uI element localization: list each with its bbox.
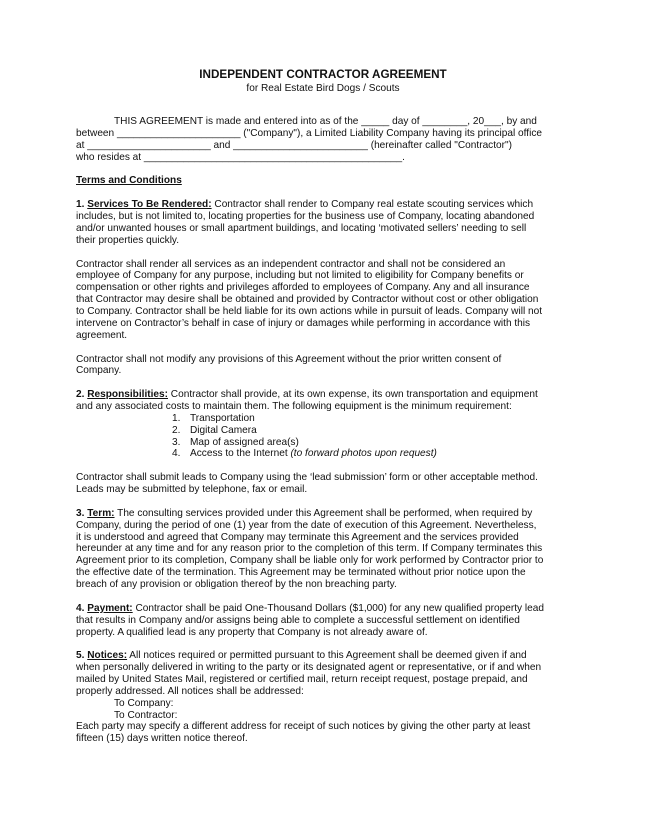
preamble — [76, 116, 570, 163]
section-line: their properties quickly. — [76, 234, 180, 246]
paragraph-line: intervene on Contractor’s behalf in case of injury or damages while performing in accordance with this — [76, 317, 531, 329]
paragraph-independent-contractor — [76, 259, 570, 342]
section-line: and any associated costs to maintain them. The following equipment is the minimum requirement: — [76, 401, 512, 413]
paragraph-line: employee of Company for any purpose, including but not limited to eligibility for Company benefits or — [76, 270, 524, 282]
paragraph-line: compensation or other rights and privileges afforded to employees of Company. Any and all insurance — [76, 282, 530, 294]
section-title: Payment: — [87, 602, 133, 614]
terms-heading: Terms and Conditions — [76, 175, 182, 187]
section-line: breach of any provision or obligation thereof by the non breaching party. — [76, 579, 397, 590]
address-to-contractor: To Contractor: — [114, 709, 178, 721]
paragraph-leads — [76, 472, 570, 496]
list-item-note: (to forward photos upon request) — [290, 448, 437, 460]
paragraph-modify — [76, 354, 570, 378]
paragraph-line: Contractor shall submit leads to Company using the ‘lead submission’ form or other acceptable method. — [76, 472, 538, 484]
document-page — [76, 68, 570, 745]
section-number: 2. — [76, 389, 85, 401]
paragraph-line: that Contractor may desire shall be obtained and provided by Contractor without cost or other obligation — [76, 294, 539, 306]
section-line: when personally delivered in writing to the party or its designated agent or representative, or if and when — [76, 662, 542, 674]
document-subtitle: for Real Estate Bird Dogs / Scouts — [246, 83, 400, 94]
list-item: 1. Transportation — [172, 412, 255, 424]
section-title: Responsibilities: — [87, 389, 168, 401]
preamble-line: who resides at ______________________________________________. — [76, 151, 405, 163]
section-line: the effective date of the termination. This Agreement may be terminated without prior notice upon the — [76, 567, 526, 579]
section-number: 4. — [76, 602, 85, 614]
paragraph-line: Company. — [76, 365, 122, 377]
section-title: Term: — [87, 507, 115, 519]
section-line: mailed by United States Mail, registered or certified mail, return receipt request, postage prepaid, and — [76, 674, 528, 686]
equipment-list — [76, 413, 570, 460]
section-line: properly addressed. All notices shall be addressed: — [76, 685, 304, 697]
preamble-line: THIS AGREEMENT is made and entered into as of the _____ day of ________, 20___, by and — [114, 116, 537, 127]
paragraph-line: Contractor shall render all services as an independent contractor and shall not be considered an — [76, 258, 506, 270]
section-line: fifteen (15) days written notice thereof. — [76, 733, 248, 745]
section-line: Agreement prior to its completion, Company shall be liable only for work performed by Contractor prior to — [76, 555, 544, 567]
section-line: it is understood and agreed that Company may terminate this Agreement and the services provided — [76, 531, 519, 543]
section-line: 4. Payment: Contractor shall be paid One-Thousand Dollars ($1,000) for any new qualified property lead — [76, 602, 544, 614]
section-line: Each party may specify a different address for receipt of such notices by giving the other party at least — [76, 721, 531, 733]
section-title: Services To Be Rendered: — [87, 199, 212, 211]
list-item: 4. Access to the Internet (to forward photos upon request) — [172, 448, 437, 460]
paragraph-line: Leads may be submitted by telephone, fax or email. — [76, 484, 308, 496]
list-item: 3. Map of assigned area(s) — [172, 436, 299, 448]
section-line: property. A qualified lead is any property that Company is not already aware of. — [76, 626, 428, 638]
section-payment — [76, 603, 570, 639]
paragraph-line: agreement. — [76, 329, 128, 341]
section-line: 1. Services To Be Rendered: Contractor shall render to Company real estate scouting services which — [76, 199, 534, 211]
paragraph-line: Contractor shall not modify any provisions of this Agreement without the prior written consent of — [76, 353, 502, 365]
preamble-line: between ______________________ ("Company"), a Limited Liability Company having its principal office — [76, 127, 542, 139]
section-line: Company, during the period of one (1) year from the date of execution of this Agreement. Nevertheless, — [76, 519, 537, 531]
section-title: Notices: — [87, 650, 128, 662]
address-to-company: To Company: — [114, 697, 174, 709]
section-number: 3. — [76, 507, 85, 519]
section-line: 2. Responsibilities: Contractor shall provide, at its own expense, its own transportation and equipment — [76, 389, 538, 401]
section-notices — [76, 650, 570, 745]
section-line: 5. Notices: All notices required or permitted pursuant to this Agreement shall be deemed given if and — [76, 650, 527, 662]
document-title: INDEPENDENT CONTRACTOR AGREEMENT — [199, 68, 447, 81]
section-responsibilities — [76, 389, 570, 460]
section-line: 3. Term: The consulting services provided under this Agreement shall be performed, when required by — [76, 507, 533, 519]
section-line: that results in Company and/or assigns being able to complete a successful settlement on identified — [76, 614, 520, 626]
section-services — [76, 199, 570, 246]
section-number: 5. — [76, 650, 85, 662]
section-number: 1. — [76, 199, 85, 211]
section-line: hereunder at any time and for any reason prior to the completion of this term. If Company terminates this — [76, 543, 543, 555]
list-item: 2. Digital Camera — [172, 424, 257, 436]
section-line: and/or unwanted houses or small apartment buildings, and locating ‘motivated sellers’ needing to sell — [76, 222, 527, 234]
section-line: includes, but is not limited to, locating properties for the business use of Company, locating abandoned — [76, 211, 535, 223]
paragraph-line: to Company. Contractor shall be held liable for its own actions while in pursuit of leads. Company will not — [76, 305, 543, 317]
section-term — [76, 508, 570, 591]
preamble-line: at ______________________ and ________________________ (hereinafter called "Contractor") — [76, 139, 512, 151]
